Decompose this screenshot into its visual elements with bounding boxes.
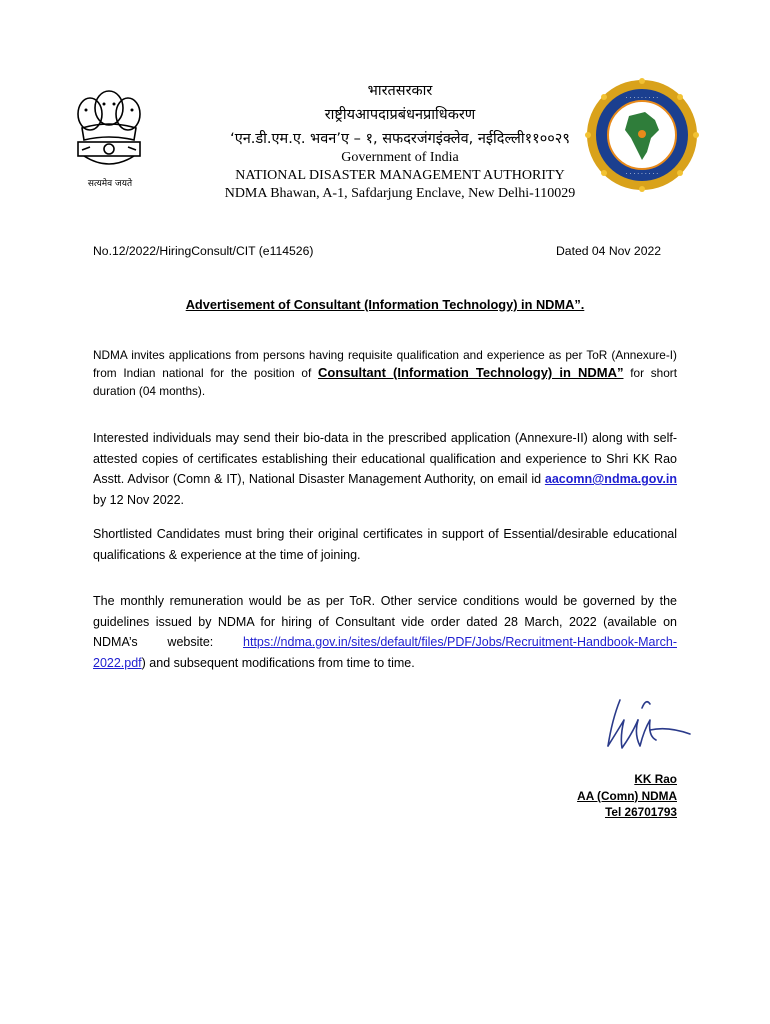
ndma-seal-icon [585, 78, 699, 192]
position-name: Consultant (Information Technology) in NDMA” [318, 365, 624, 380]
emblem-motto: सत्यमेव जयते [87, 179, 133, 189]
signatory-tel: Tel 26701793 [605, 805, 677, 819]
header-english-line3: NDMA Bhawan, A-1, Safdarjung Enclave, New Delhi-110029 [224, 186, 576, 201]
reference-date: Dated 04 Nov 2022 [556, 244, 662, 258]
paragraph-2-start: Interested individuals may send their bio-data in the prescribed application (Annexure-II) along with self-attested copies of certificates establishing their educational qualification and experience to Shri KK Rao Asstt. Advisor (Comn & IT), National Disaster Management Authority, on email id [93, 431, 677, 486]
signature-icon [598, 690, 698, 762]
paragraph-4-end: ) and subsequent modifications from time to time. [141, 655, 415, 670]
header-english-line1: Government of India [341, 150, 459, 165]
header-hindi-line3: ‘एन.डी.एम.ए. भवन’ए – १, सफदरजंगइंक्लेव, नईदिल्ली११००२९ [230, 131, 570, 147]
paragraph-1-end: for short duration (04 months). [93, 366, 677, 398]
header-hindi-line1: भारतसरकार [367, 83, 433, 99]
signatory-block [577, 771, 677, 821]
paragraph-3: Shortlisted Candidates must bring their original certificates in support of Essential/desirable educational qualifications & experience at the time of joining. [93, 527, 677, 562]
svg-text:· · · · · · · · ·: · · · · · · · · · [625, 95, 659, 102]
paragraph-1 [93, 346, 677, 400]
header-hindi-line2: राष्ट्रीयआपदाप्रबंधनप्राधिकरण [324, 107, 476, 123]
document-title: Advertisement of Consultant (Information Technology) in NDMA”. [185, 297, 585, 312]
svg-text:· · · · · · · · ·: · · · · · · · · · [625, 171, 659, 178]
header-english-line2: NATIONAL DISASTER MANAGEMENT AUTHORITY [235, 168, 565, 183]
signatory-designation: AA (Comn) NDMA [577, 788, 677, 803]
paragraph-1-start: NDMA invites applications from persons having requisite qualification and experience as per ToR (Annexure-I) from Indian national for the position of [93, 348, 677, 380]
paragraph-4-start: The monthly remuneration would be as per ToR. Other service conditions would be governed by the guidelines issued by NDMA for hiring of Consultant vide order dated 28 March, 2022 (available on NDMA’s website: [93, 594, 677, 649]
paragraph-4 [93, 591, 677, 673]
reference-number: No.12/2022/HiringConsult/CIT (e114526) [93, 244, 314, 258]
national-emblem-icon [68, 80, 150, 192]
email-link[interactable]: aacomn@ndma.gov.in [544, 472, 677, 486]
paragraph-2 [93, 428, 677, 510]
handbook-link[interactable]: https://ndma.gov.in/sites/default/files/PDF/Jobs/Recruitment-Handbook-March-2022.pdf [93, 635, 677, 670]
signatory-name: KK Rao [634, 772, 677, 786]
paragraph-2-end: by 12 Nov 2022. [93, 492, 185, 507]
